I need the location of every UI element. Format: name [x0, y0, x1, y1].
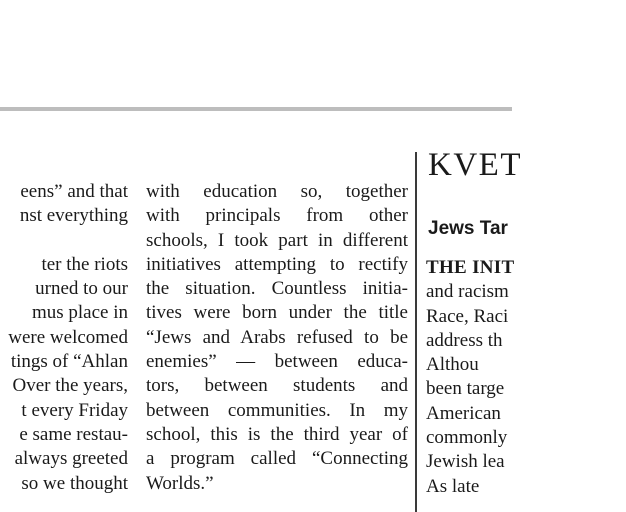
body-text-line: address th: [426, 329, 503, 351]
body-text-line: “Jews and Arabs refused to be: [146, 326, 408, 348]
body-text-line: schools, I took part in different: [146, 229, 408, 251]
body-text-line: with principals from other: [146, 205, 408, 227]
body-text-line: always greeted: [14, 448, 128, 470]
body-text-line: school, this is the third year of: [146, 423, 408, 445]
body-text-line: tors, between students and: [146, 375, 408, 397]
lead-in-text: THE INIT: [426, 257, 515, 278]
body-text-line: nst everything: [19, 205, 128, 227]
body-text-line: Race, Raci: [426, 305, 509, 327]
body-text-line: tives were born under the title: [146, 302, 408, 324]
left-text-column: [0, 180, 128, 496]
body-text-line: initiatives attempting to rectify: [146, 253, 408, 275]
column-rule: [415, 152, 417, 512]
middle-text-column: [146, 180, 408, 496]
body-text-line: tings of “Ahlan: [10, 351, 128, 373]
body-text-line: were welcomed: [8, 326, 128, 348]
body-text-line: with education so, together: [146, 181, 408, 202]
right-text-column: [426, 256, 626, 499]
top-rule: [0, 107, 512, 111]
body-text-line: urned to our: [35, 278, 128, 300]
body-text-line: eens” and that: [20, 181, 128, 202]
body-text-line: been targe: [426, 378, 505, 400]
body-text-line: commonly: [426, 427, 508, 449]
body-text-line: ter the riots: [41, 253, 128, 275]
body-text-line: so we thought: [21, 472, 128, 494]
paragraph-gap: [0, 229, 128, 253]
section-kicker: KVET: [428, 147, 522, 183]
body-text-line: Jewish lea: [426, 451, 505, 473]
body-text-line: American: [426, 402, 501, 424]
body-text-line: t every Friday: [21, 399, 128, 421]
body-text-line: the situation. Countless initia-: [146, 278, 408, 300]
body-text-line: e same restau-: [19, 423, 128, 445]
body-text-line: and racism: [426, 281, 509, 303]
body-text-line: between communities. In my: [146, 399, 408, 421]
body-text-line: Over the years,: [12, 375, 128, 397]
body-text-line: enemies” — between educa-: [146, 351, 408, 373]
body-text-line: As late: [426, 475, 480, 497]
body-text-line: a program called “Connecting: [146, 448, 408, 470]
body-text-line: Althou: [426, 354, 479, 376]
article-headline: Jews Tar: [428, 218, 508, 239]
body-text-line: mus place in: [31, 302, 128, 324]
body-text-line: Worlds.”: [146, 472, 214, 494]
